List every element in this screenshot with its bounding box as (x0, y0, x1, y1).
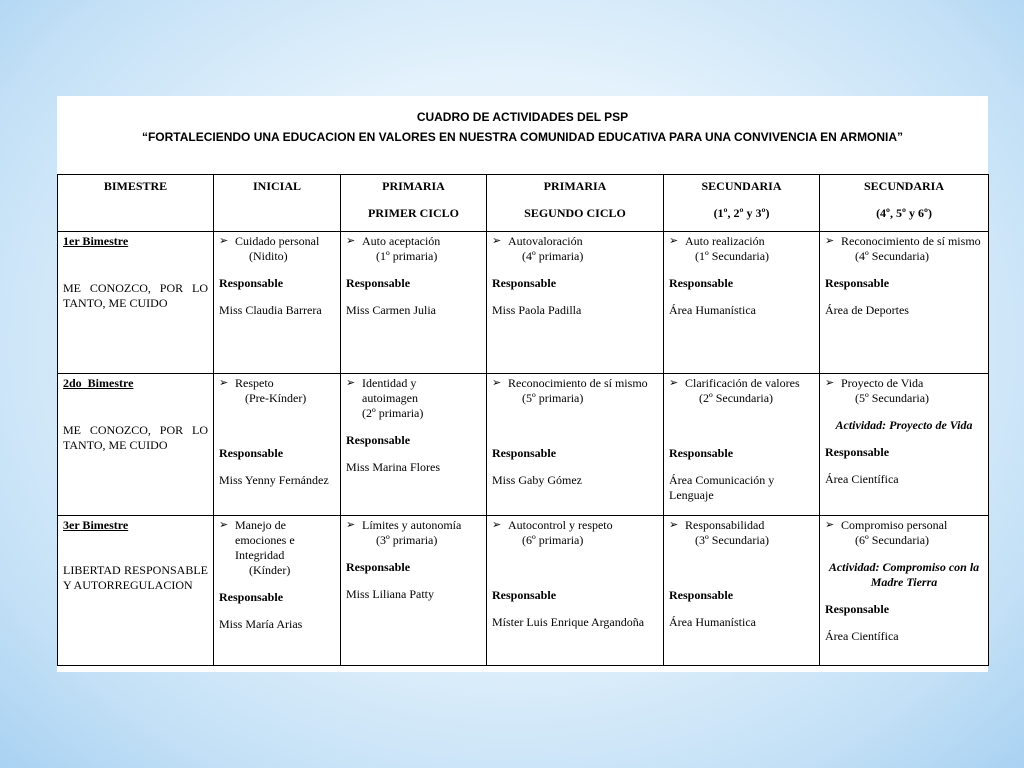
responsible-label: Responsable (219, 590, 284, 604)
grade: (5º primaria) (522, 391, 584, 405)
document-title: CUADRO DE ACTIVIDADES DEL PSP (416, 110, 629, 124)
responsible-person: Área Humanística (669, 615, 756, 629)
header-primaria-segundo-ciclo: PRIMARIA SEGUNDO CICLO (487, 175, 664, 232)
topic: Manejo de emociones e Integridad (235, 518, 295, 562)
topic: Cuidado personal (235, 234, 320, 248)
responsible-person: Miss Claudia Barrera (219, 303, 322, 317)
bimestre-label: 1er Bimestre (63, 234, 129, 248)
responsible-label: Responsable (492, 276, 557, 290)
responsible-person: Área Humanística (669, 303, 756, 317)
grade: (2º Secundaria) (699, 391, 774, 405)
grade: (1º primaria) (376, 249, 438, 263)
activity-note: Actividad: Compromiso con la Madre Tierra (828, 560, 980, 589)
responsible-label: Responsable (669, 276, 734, 290)
topic: Auto realización (685, 234, 765, 248)
grade: (4º primaria) (522, 249, 584, 263)
arrow-bullet-icon: ➢ (825, 519, 835, 531)
arrow-bullet-icon: ➢ (825, 235, 835, 247)
header-bimestre: BIMESTRE (58, 175, 214, 232)
grade: (6º primaria) (522, 533, 584, 547)
bimestre-theme: ME CONOZCO, POR LO TANTO, ME CUIDO (63, 281, 208, 310)
topic: Auto aceptación (362, 234, 441, 248)
topic: Compromiso personal (841, 518, 948, 532)
grade: (3º Secundaria) (695, 533, 770, 547)
topic: Respeto (235, 376, 274, 390)
grade: (3º primaria) (376, 533, 438, 547)
bimestre-cell (58, 232, 214, 374)
responsible-person: Área Comunicación y Lenguaje (669, 473, 775, 502)
arrow-bullet-icon: ➢ (219, 519, 229, 531)
topic: Autocontrol y respeto (508, 518, 613, 532)
activity-cell (664, 232, 820, 374)
arrow-bullet-icon: ➢ (669, 519, 679, 531)
arrow-bullet-icon: ➢ (219, 377, 229, 389)
table-header-row (58, 175, 989, 232)
bimestre-theme: ME CONOZCO, POR LO TANTO, ME CUIDO (63, 423, 208, 452)
table-row (58, 516, 989, 666)
header-primaria-primer-ciclo: PRIMARIA PRIMER CICLO (341, 175, 487, 232)
responsible-label: Responsable (669, 446, 734, 460)
activity-cell (487, 232, 664, 374)
document-subtitle: “FORTALECIENDO UNA EDUCACION EN VALORES EN NUESTRA COMUNIDAD EDUCATIVA PARA UNA CONVIVENCIA EN ARMONIA” (141, 130, 904, 144)
responsible-person: Miss Marina Flores (346, 460, 440, 474)
responsible-label: Responsable (492, 588, 557, 602)
responsible-label: Responsable (346, 276, 411, 290)
responsible-person: Área de Deportes (825, 303, 909, 317)
responsible-person: Miss María Arias (219, 617, 303, 631)
header-secundaria-4-6: SECUNDARIA (4º, 5º y 6º) (820, 175, 989, 232)
arrow-bullet-icon: ➢ (219, 235, 229, 247)
bimestre-theme: LIBERTAD RESPONSABLE Y AUTORREGULACION (63, 563, 208, 592)
activity-cell (341, 516, 487, 666)
arrow-bullet-icon: ➢ (346, 519, 356, 531)
activity-cell (214, 516, 341, 666)
arrow-bullet-icon: ➢ (492, 377, 502, 389)
grade: (2º primaria) (362, 406, 424, 420)
arrow-bullet-icon: ➢ (669, 235, 679, 247)
activity-cell (487, 516, 664, 666)
bimestre-label: 2do Bimestre (63, 376, 134, 390)
responsible-label: Responsable (825, 602, 890, 616)
grade: (Kínder) (249, 563, 291, 577)
responsible-person: Míster Luis Enrique Argandoña (492, 615, 645, 629)
bimestre-label: 3er Bimestre (63, 518, 129, 532)
responsible-person: Área Científica (825, 629, 899, 643)
responsible-person: Área Científica (825, 472, 899, 486)
topic: Reconocimiento de sí mismo (841, 234, 981, 248)
header-inicial: INICIAL (214, 175, 341, 232)
activity-cell (664, 516, 820, 666)
arrow-bullet-icon: ➢ (825, 377, 835, 389)
topic: Límites y autonomía (362, 518, 462, 532)
responsible-person: Miss Carmen Julia (346, 303, 436, 317)
responsible-label: Responsable (492, 446, 557, 460)
topic: Identidad y autoimagen (362, 376, 418, 405)
arrow-bullet-icon: ➢ (346, 377, 356, 389)
bimestre-cell (58, 516, 214, 666)
activity-cell (214, 374, 341, 516)
topic: Proyecto de Vida (841, 376, 924, 390)
activity-note: Actividad: Proyecto de Vida (835, 418, 973, 432)
responsible-label: Responsable (669, 588, 734, 602)
grade: (Nidito) (249, 249, 288, 263)
activity-cell (820, 374, 989, 516)
responsible-person: Miss Paola Padilla (492, 303, 582, 317)
activity-cell (820, 516, 989, 666)
document-page (57, 96, 988, 672)
activity-cell (341, 232, 487, 374)
responsible-label: Responsable (346, 433, 411, 447)
arrow-bullet-icon: ➢ (669, 377, 679, 389)
responsible-label: Responsable (219, 446, 284, 460)
activity-cell (820, 232, 989, 374)
grade: (4º Secundaria) (855, 249, 930, 263)
topic: Clarificación de valores (685, 376, 800, 390)
responsible-person: Miss Yenny Fernández (219, 473, 329, 487)
responsible-label: Responsable (219, 276, 284, 290)
grade: (6º Secundaria) (855, 533, 930, 547)
grade: (1º Secundaria) (695, 249, 770, 263)
table-row (58, 232, 989, 374)
responsible-label: Responsable (825, 276, 890, 290)
topic: Autovaloración (508, 234, 583, 248)
arrow-bullet-icon: ➢ (492, 519, 502, 531)
topic: Reconocimiento de sí mismo (508, 376, 648, 390)
grade: (Pre-Kínder) (245, 391, 307, 405)
bimestre-cell (58, 374, 214, 516)
activity-cell (341, 374, 487, 516)
activity-cell (214, 232, 341, 374)
activity-cell (664, 374, 820, 516)
arrow-bullet-icon: ➢ (346, 235, 356, 247)
activities-table (57, 174, 989, 666)
grade: (5º Secundaria) (855, 391, 930, 405)
arrow-bullet-icon: ➢ (492, 235, 502, 247)
responsible-person: Miss Liliana Patty (346, 587, 434, 601)
responsible-person: Miss Gaby Gómez (492, 473, 582, 487)
topic: Responsabilidad (685, 518, 765, 532)
responsible-label: Responsable (346, 560, 411, 574)
table-row (58, 374, 989, 516)
activity-cell (487, 374, 664, 516)
header-secundaria-1-3: SECUNDARIA (1º, 2º y 3º) (664, 175, 820, 232)
responsible-label: Responsable (825, 445, 890, 459)
